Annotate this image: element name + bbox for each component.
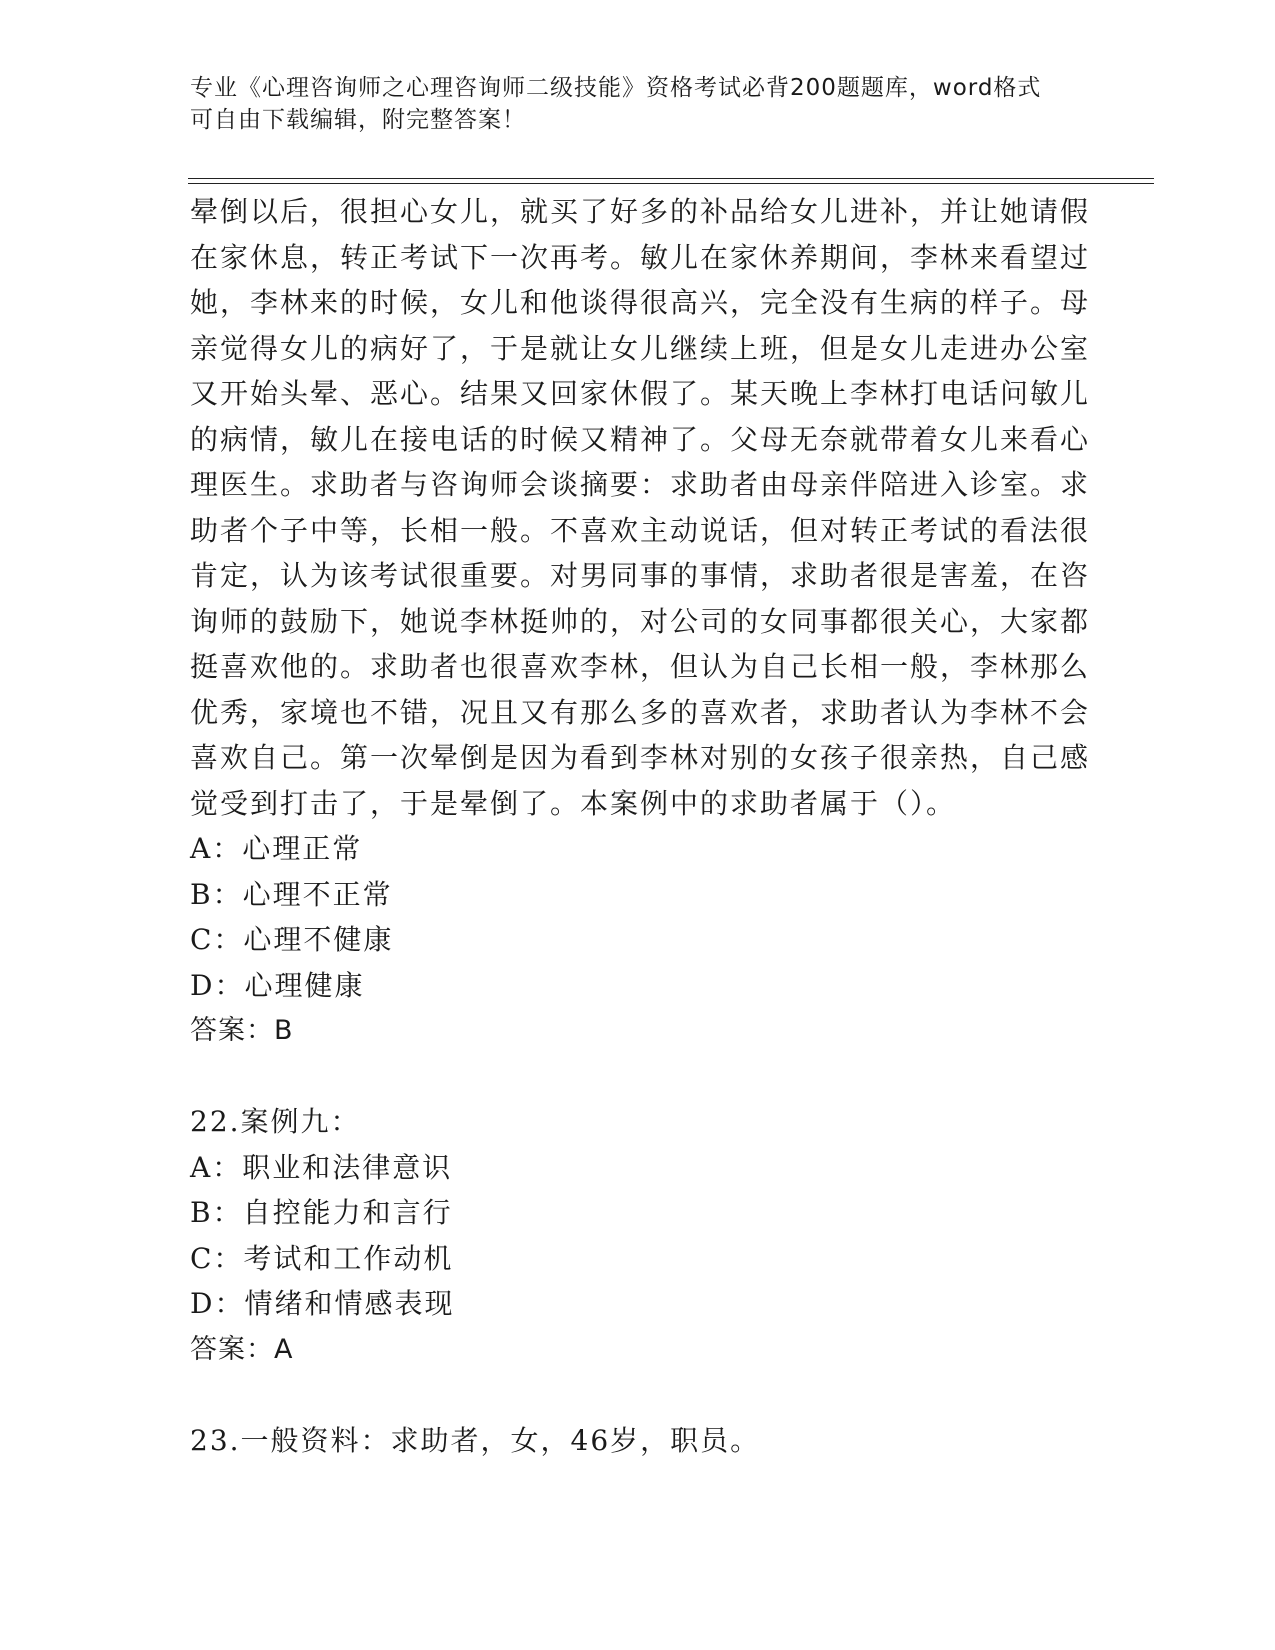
question-21-answer: 答案：B <box>190 1015 294 1046</box>
question-22-answer: 答案：A <box>190 1333 294 1365</box>
question-21-stem <box>190 189 1091 826</box>
spacer <box>190 1372 1080 1418</box>
stem-line: 她，李林来的时候，女儿和他谈得很高兴，完全没有生病的样子。母 <box>190 286 1091 319</box>
header-line-1: 专业《心理咨询师之心理咨询师二级技能》资格考试必背200题题库，word格式 <box>190 75 1042 101</box>
option-d: D：情绪和情感表现 <box>190 1287 455 1320</box>
stem-line: 挺喜欢他的。求助者也很喜欢李林，但认为自己长相一般，李林那么 <box>190 650 1091 683</box>
stem-line: 理医生。求助者与咨询师会谈摘要：求助者由母亲伴陪进入诊室。求 <box>190 468 1091 501</box>
option-a: A：心理正常 <box>190 832 363 865</box>
option-b: B：自控能力和言行 <box>190 1196 453 1229</box>
stem-line: 在家休息，转正考试下一次再考。敏儿在家休养期间，李林来看望过 <box>190 240 1091 274</box>
question-23-title: 23.一般资料：求助者，女，46岁，职员。 <box>190 1423 761 1457</box>
document-header <box>190 72 1070 136</box>
header-line-2: 可自由下载编辑，附完整答案！ <box>190 107 526 133</box>
stem-line: 觉受到打击了，于是晕倒了。本案例中的求助者属于（）。 <box>190 786 957 820</box>
stem-line: 亲觉得女儿的病好了，于是就让女儿继续上班，但是女儿走进办公室 <box>190 331 1091 365</box>
question-22-title: 22.案例九： <box>190 1105 361 1138</box>
option-b: B：心理不正常 <box>190 877 393 911</box>
option-d: D：心理健康 <box>190 968 365 1002</box>
stem-line: 晕倒以后，很担心女儿，就买了好多的补品给女儿进补，并让她请假 <box>190 195 1091 228</box>
option-c: C：心理不健康 <box>190 923 394 956</box>
stem-line: 又开始头晕、恶心。结果又回家休假了。某天晚上李林打电话问敏儿 <box>190 377 1091 410</box>
option-c: C：考试和工作动机 <box>190 1241 454 1275</box>
stem-line: 喜欢自己。第一次晕倒是因为看到李林对别的女孩子很亲热，自己感 <box>190 741 1091 774</box>
stem-line: 肯定，认为该考试很重要。对男同事的事情，求助者很是害羞，在咨 <box>190 559 1091 592</box>
spacer <box>190 1054 1080 1100</box>
option-a: A：职业和法律意识 <box>190 1150 453 1184</box>
stem-line: 的病情，敏儿在接电话的时候又精神了。父母无奈就带着女儿来看心 <box>190 422 1091 456</box>
document-body <box>190 189 1091 1463</box>
question-21-options <box>190 826 1080 1008</box>
header-divider-bottom <box>188 183 1154 184</box>
stem-line: 询师的鼓励下，她说李林挺帅的，对公司的女同事都很关心，大家都 <box>190 604 1091 638</box>
question-22-options <box>190 1145 1080 1327</box>
stem-line: 助者个子中等，长相一般。不喜欢主动说话，但对转正考试的看法很 <box>190 513 1091 547</box>
stem-line: 优秀，家境也不错，况且又有那么多的喜欢者，求助者认为李林不会 <box>190 695 1091 729</box>
header-divider-top <box>188 178 1154 179</box>
